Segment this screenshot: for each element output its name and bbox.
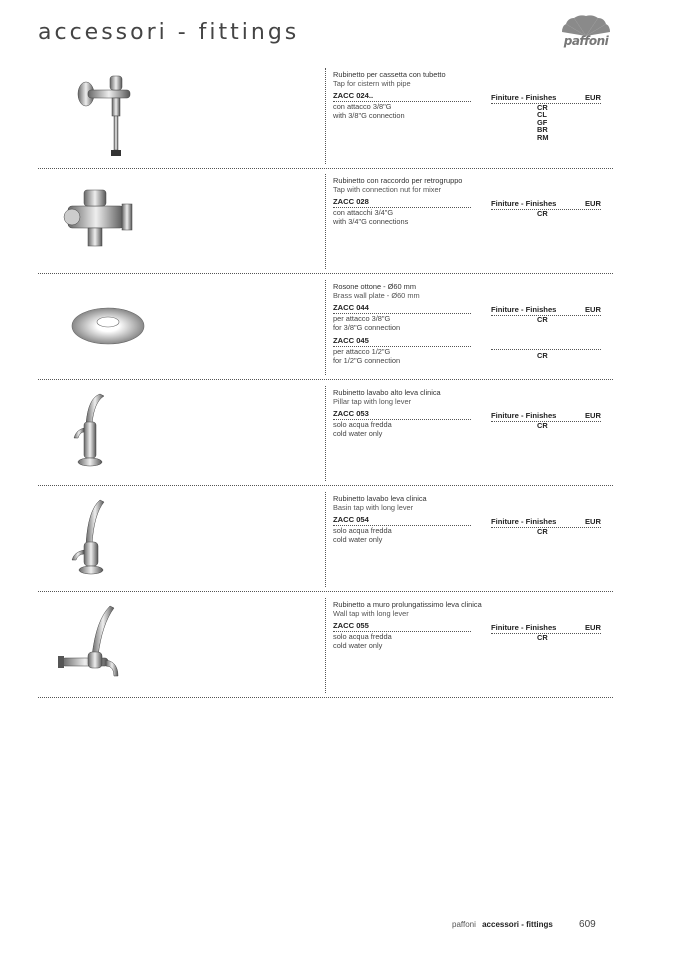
finish-code: GF bbox=[537, 117, 548, 127]
product-name-en: Tap with connection nut for mixer bbox=[333, 185, 442, 194]
wall-plate-image bbox=[48, 282, 148, 372]
section-divider bbox=[38, 697, 613, 698]
finishes-label: Finiture - Finishes bbox=[491, 517, 557, 526]
section-divider bbox=[38, 379, 613, 380]
finish-code: CL bbox=[537, 110, 547, 120]
product-code: ZACC 028 bbox=[333, 197, 471, 208]
angle-tap-image bbox=[48, 176, 148, 266]
product-section-1 bbox=[38, 68, 613, 168]
variant-desc-en: cold water only bbox=[333, 429, 383, 438]
finish-code: CR bbox=[537, 421, 548, 430]
product-code: ZACC 024.. bbox=[333, 91, 471, 102]
product-name-it: Rubinetto con raccordo per retrogruppo bbox=[333, 176, 463, 185]
product-info-1 bbox=[333, 70, 608, 142]
page-number: 609 bbox=[579, 919, 596, 930]
currency-label: EUR bbox=[584, 623, 601, 632]
currency-label: EUR bbox=[584, 305, 601, 314]
page-title: accessori - fittings bbox=[38, 20, 300, 45]
finishes-list bbox=[537, 210, 548, 217]
logo-fan-icon bbox=[556, 14, 616, 36]
product-section-5 bbox=[38, 492, 613, 591]
currency-label: EUR bbox=[584, 93, 601, 102]
product-name-it: Rosone ottone - Ø60 mm bbox=[333, 282, 416, 291]
product-info-4 bbox=[333, 388, 608, 438]
product-code: ZACC 055 bbox=[333, 621, 471, 632]
finish-code: BR bbox=[537, 125, 548, 135]
variant-desc-en: with 3/8"G connection bbox=[333, 111, 405, 120]
cistern-tap-image bbox=[48, 70, 148, 160]
footer-section: accessori - fittings bbox=[482, 920, 553, 929]
product-name-en: Brass wall plate - Ø60 mm bbox=[333, 291, 420, 300]
finishes-list bbox=[537, 634, 548, 641]
logo-wordmark: paffoni bbox=[563, 34, 609, 48]
variant-desc-it: solo acqua fredda bbox=[333, 526, 392, 535]
pillar-tap-image bbox=[48, 388, 148, 478]
finish-code: CR bbox=[537, 315, 548, 324]
finish-code: CR bbox=[537, 103, 548, 112]
product-name-en: Tap for cistern with pipe bbox=[333, 79, 411, 88]
variant-desc-it: per attacco 1/2"G bbox=[333, 347, 391, 356]
variant-desc-en: cold water only bbox=[333, 641, 383, 650]
product-name-en: Pillar tap with long lever bbox=[333, 397, 412, 406]
product-code: ZACC 054 bbox=[333, 515, 471, 526]
product-info-2 bbox=[333, 176, 608, 226]
finishes-list bbox=[537, 422, 548, 429]
product-section-4 bbox=[38, 386, 613, 485]
currency-label: EUR bbox=[584, 411, 601, 420]
variant-desc-it: con attacchi 3/4"G bbox=[333, 208, 394, 217]
currency-label: EUR bbox=[584, 199, 601, 208]
product-info-3 bbox=[333, 282, 608, 365]
section-divider bbox=[38, 273, 613, 274]
finishes-label: Finiture - Finishes bbox=[491, 623, 557, 632]
finishes-label: Finiture - Finishes bbox=[491, 199, 557, 208]
product-name-en: Basin tap with long lever bbox=[333, 503, 414, 512]
page-footer bbox=[452, 919, 596, 930]
basin-tap-image bbox=[48, 494, 148, 584]
section-divider bbox=[38, 591, 613, 592]
paffoni-logo bbox=[556, 14, 616, 54]
product-info-5 bbox=[333, 494, 608, 544]
variant-desc-it: per attacco 3/8"G bbox=[333, 314, 391, 323]
product-info-6 bbox=[333, 600, 608, 650]
product-code: ZACC 053 bbox=[333, 409, 471, 420]
section-divider bbox=[38, 485, 613, 486]
variant-desc-en: cold water only bbox=[333, 535, 383, 544]
finish-code: CR bbox=[537, 527, 548, 536]
variant-desc-en: with 3/4"G connections bbox=[333, 217, 409, 226]
finishes-divider bbox=[491, 349, 601, 350]
finishes-list bbox=[537, 528, 548, 535]
finish-code: CR bbox=[537, 351, 548, 360]
product-code: ZACC 044 bbox=[333, 303, 471, 314]
finishes-list bbox=[537, 104, 549, 141]
wall-tap-image bbox=[48, 600, 148, 690]
product-name-it: Rubinetto lavabo leva clinica bbox=[333, 494, 427, 503]
section-divider bbox=[38, 168, 613, 169]
product-name-it: Rubinetto per cassetta con tubetto bbox=[333, 70, 446, 79]
product-name-en: Wall tap with long lever bbox=[333, 609, 409, 618]
product-code: ZACC 045 bbox=[333, 336, 471, 347]
finish-code: CR bbox=[537, 209, 548, 218]
finishes-label: Finiture - Finishes bbox=[491, 305, 557, 314]
product-section-3 bbox=[38, 280, 613, 379]
variant-desc-en: for 1/2"G connection bbox=[333, 356, 401, 365]
finishes-label: Finiture - Finishes bbox=[491, 411, 557, 420]
finishes-label: Finiture - Finishes bbox=[491, 93, 557, 102]
finishes-list bbox=[537, 352, 548, 359]
finish-code: RM bbox=[537, 132, 549, 142]
variant-desc-it: solo acqua fredda bbox=[333, 632, 392, 641]
product-section-2 bbox=[38, 174, 613, 273]
product-section-6 bbox=[38, 598, 613, 697]
variant-desc-it: solo acqua fredda bbox=[333, 420, 392, 429]
currency-label: EUR bbox=[584, 517, 601, 526]
product-name-it: Rubinetto lavabo alto leva clinica bbox=[333, 388, 441, 397]
variant-desc-it: con attacco 3/8"G bbox=[333, 102, 392, 111]
product-name-it: Rubinetto a muro prolungatissimo leva clinica bbox=[333, 600, 482, 609]
variant-desc-en: for 3/8"G connection bbox=[333, 323, 401, 332]
finish-code: CR bbox=[537, 633, 548, 642]
footer-brand: paffoni bbox=[452, 920, 476, 929]
finishes-list bbox=[537, 316, 548, 323]
